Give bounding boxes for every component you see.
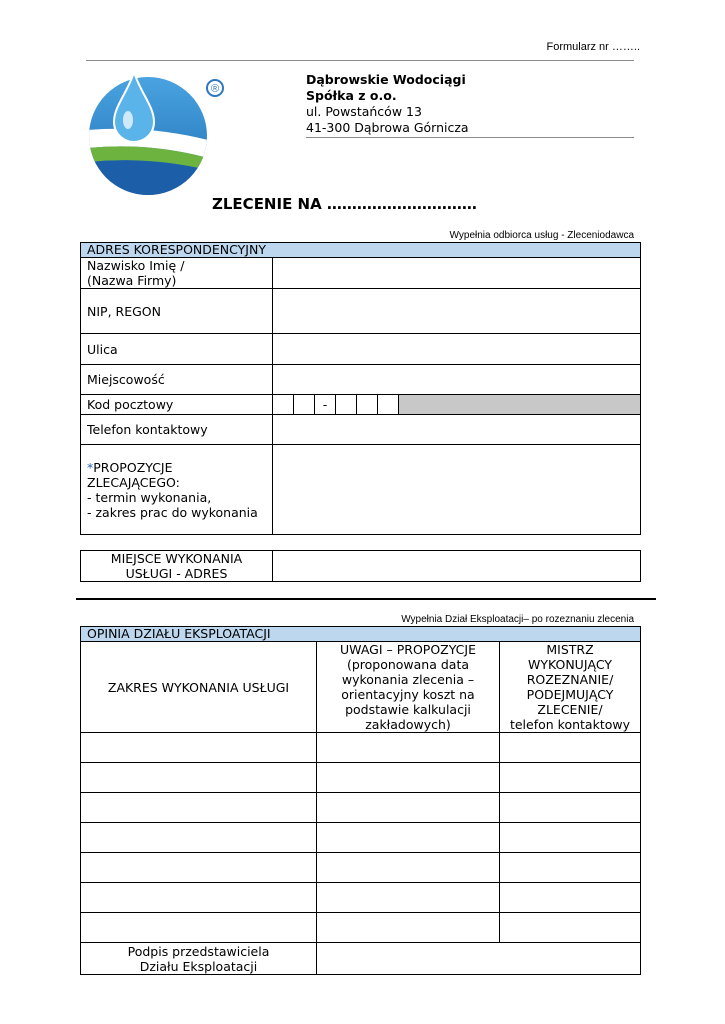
scope-cell[interactable] <box>81 823 317 853</box>
page-title: ZLECENIE NA ………………………… <box>212 195 477 213</box>
address-section-header: ADRES KORESPONDENCYJNY <box>81 243 641 258</box>
postcode-digit-3[interactable] <box>336 395 357 415</box>
company-block <box>306 72 469 136</box>
postcode-digit-4[interactable] <box>357 395 378 415</box>
street-label: Ulica <box>81 334 273 365</box>
postcode-digit-5[interactable] <box>378 395 399 415</box>
postcode-label: Kod pocztowy <box>81 395 273 415</box>
place-field[interactable] <box>273 551 641 582</box>
signature-field[interactable] <box>317 943 641 975</box>
col-remarks-header: UWAGI – PROPOZYCJE (proponowana data wykonania zlecenia – orientacyjny koszt na podstawie kalkulacji zakładowych) <box>317 642 500 733</box>
address-table <box>80 242 641 535</box>
remarks-cell[interactable] <box>317 823 500 853</box>
master-cell[interactable] <box>500 733 641 763</box>
company-divider <box>306 137 634 138</box>
asterisk: * <box>87 459 94 475</box>
table-row <box>81 883 641 913</box>
scope-cell[interactable] <box>81 853 317 883</box>
proposal-field[interactable] <box>273 445 641 535</box>
nip-field[interactable] <box>273 289 641 334</box>
scope-cell[interactable] <box>81 793 317 823</box>
signature-label: Podpis przedstawiciela Działu Eksploatacji <box>81 943 317 975</box>
master-cell[interactable] <box>500 823 641 853</box>
master-cell[interactable] <box>500 883 641 913</box>
table-row <box>81 793 641 823</box>
company-name-2: Spółka z o.o. <box>306 88 397 103</box>
postcode-blank <box>399 395 641 415</box>
col-scope-header: ZAKRES WYKONANIA USŁUGI <box>81 642 317 733</box>
table-row <box>81 853 641 883</box>
company-street: ul. Powstańców 13 <box>306 104 422 119</box>
street-field[interactable] <box>273 334 641 365</box>
company-logo <box>88 70 228 198</box>
phone-label: Telefon kontaktowy <box>81 415 273 445</box>
scope-cell[interactable] <box>81 883 317 913</box>
table-row <box>81 823 641 853</box>
postcode-dash: - <box>315 395 336 415</box>
master-cell[interactable] <box>500 913 641 943</box>
scope-cell[interactable] <box>81 733 317 763</box>
city-field[interactable] <box>273 365 641 395</box>
remarks-cell[interactable] <box>317 913 500 943</box>
scope-cell[interactable] <box>81 913 317 943</box>
opinion-table <box>80 626 641 975</box>
company-city: 41-300 Dąbrowa Górnicza <box>306 120 469 135</box>
opinion-section-header: OPINIA DZIAŁU EKSPLOATACJI <box>81 627 641 642</box>
place-label: MIEJSCE WYKONANIA USŁUGI - ADRES <box>81 551 273 582</box>
master-cell[interactable] <box>500 793 641 823</box>
section1-note: Wypełnia odbiorca usług - Zleceniodawca <box>449 230 634 241</box>
postcode-digit-2[interactable] <box>294 395 315 415</box>
section2-note: Wypełnia Dział Eksploatacji– po rozeznaniu zlecenia <box>401 614 634 625</box>
proposal-label: *PROPOZYCJE ZLECAJĄCEGO: - termin wykonania, - zakres prac do wykonania <box>81 445 273 535</box>
name-label: Nazwisko Imię / (Nazwa Firmy) <box>81 258 273 289</box>
city-label: Miejscowość <box>81 365 273 395</box>
table-row <box>81 733 641 763</box>
place-table <box>80 550 641 582</box>
postcode-digit-1[interactable] <box>273 395 294 415</box>
remarks-cell[interactable] <box>317 853 500 883</box>
scope-cell[interactable] <box>81 763 317 793</box>
phone-field[interactable] <box>273 415 641 445</box>
remarks-cell[interactable] <box>317 883 500 913</box>
col-master-header: MISTRZ WYKONUJĄCY ROZEZNANIE/ PODEJMUJĄCY ZLECENIE/ telefon kontaktowy <box>500 642 641 733</box>
company-name-1: Dąbrowskie Wodociągi <box>306 72 466 87</box>
header-divider <box>86 60 634 61</box>
master-cell[interactable] <box>500 763 641 793</box>
table-row <box>81 913 641 943</box>
registered-mark: ® <box>210 83 220 95</box>
remarks-cell[interactable] <box>317 763 500 793</box>
table-row <box>81 763 641 793</box>
remarks-cell[interactable] <box>317 733 500 763</box>
remarks-cell[interactable] <box>317 793 500 823</box>
form-number: Formularz nr …….. <box>546 41 640 53</box>
master-cell[interactable] <box>500 853 641 883</box>
name-field[interactable] <box>273 258 641 289</box>
nip-label: NIP, REGON <box>81 289 273 334</box>
section-divider <box>76 598 656 600</box>
